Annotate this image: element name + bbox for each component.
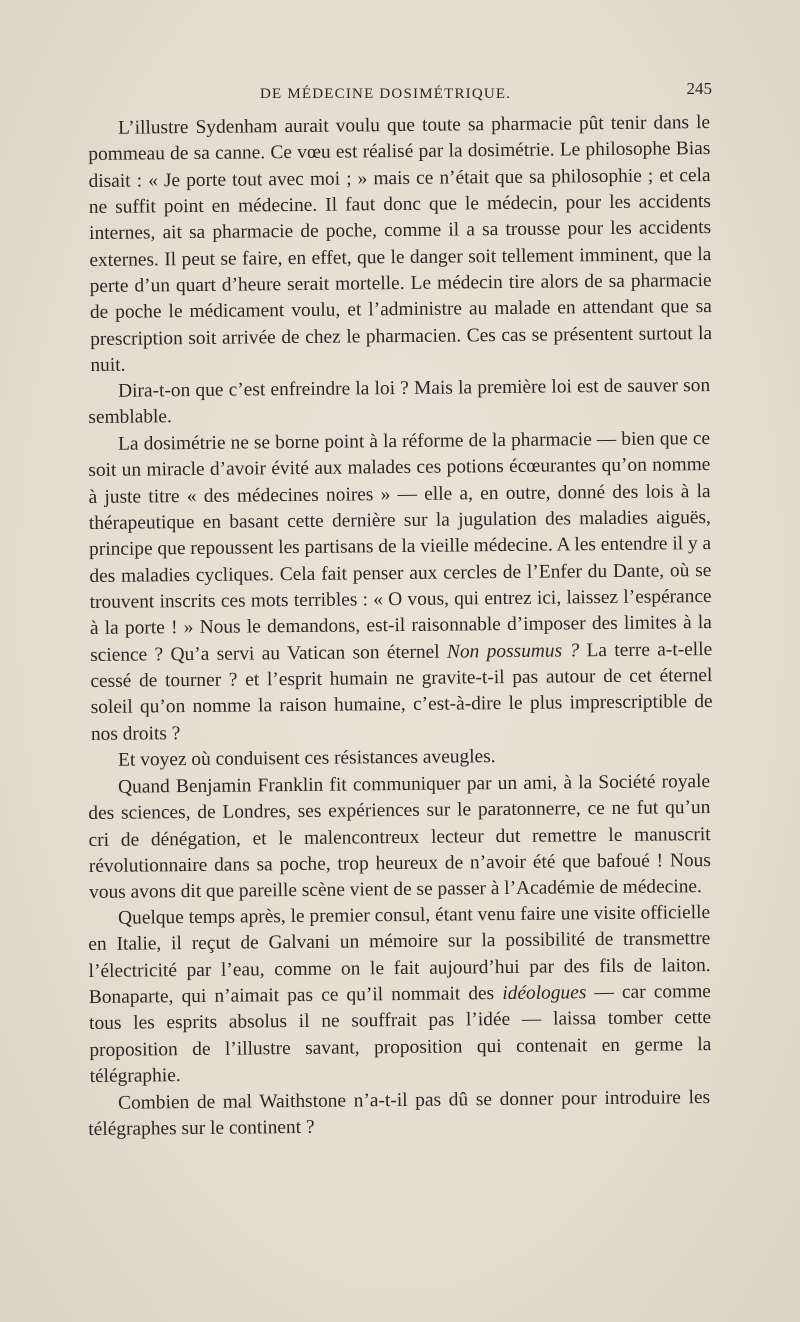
paragraph-galvani-tail: — car comme tous les esprits absolus il ne souffrait pas l’idée — laissa tomber cette proposition de l’illustre savant, proposition qui contenait en germe la télégraphie. (89, 981, 712, 1088)
italic-non-possumus: Non possumus ? (446, 640, 580, 663)
running-head (90, 79, 712, 110)
italic-ideologues: idéologues (502, 982, 587, 1005)
running-title: DE MÉDECINE DOSIMÉTRIQUE. (260, 86, 512, 102)
paragraph-dosimetrie-tail: La terre a-t-elle cessé de tourner ? et l’esprit humain ne gravite-t-il pas autour de cet éternel soleil qu’on nomme la raison humaine, c’est-à-dire le plus imprescriptible de nos droits ? (90, 638, 713, 745)
paragraph-sydenham: L’illustre Sydenham aurait voulu que toute sa pharmacie pût tenir dans le pommeau de sa canne. Ce vœu est réalisé par la dosimétrie. Le philosophe Bias disait : « Je porte tout avec moi ; » mais ce n’était que sa philosophie ; et cela ne suffit point en médecine. Il faut donc que le médecin, pour les accidents internes, ait sa pharmacie de poche, comme il a sa trousse pour les accidents externes. Il peut se faire, en effet, que le danger soit tellement imminent, que la perte d’un quart d’heure serait mortelle. Le médecin tire alors de sa pharmacie de poche le médicament voulu, et l’administre au malade en attendant que sa prescription soit arrivée de chez le pharmacien. Ces cas se présentent surtout la nuit. (88, 112, 713, 377)
paragraph-galvani (88, 900, 712, 1090)
paragraph-franklin: Quand Benjamin Franklin fit communiquer par un ami, à la Société royale des sciences, de Londres, ses expériences sur le paratonnerre, ce ne fut qu’un cri de dénégation, et le malencontreux lecteur dut remettre le manuscrit révolutionnaire dans sa poche, trop heureux de n’avoir été que bafoué ! Nous vous avons dit que pareille scène vient de se passer à l’Académie de médecine. (88, 770, 711, 903)
page-number: 245 (686, 79, 712, 98)
paragraph-waithstone: Combien de mal Waithstone n’a-t-il pas dû se donner pour introduire les télégraphes sur le continent ? (88, 1086, 711, 1141)
paragraph-galvani-text: Quelque temps après, le premier consul, étant venu faire une visite officielle en Italie, il reçut de Galvani un mémoire sur la possibilité de transmettre l’électricité par l’eau, comme on le fait aujourd’hui par des fils de laiton. Bonaparte, qui n’aimait pas ce qu’il nommait des (88, 902, 711, 1009)
text-body (88, 112, 713, 1143)
paragraph-resistances: Et voyez où conduisent ces résistances aveugles. (118, 746, 496, 771)
paragraph-dosimetrie (88, 426, 713, 748)
paragraph-dosimetrie-text: La dosimétrie ne se borne point à la réforme de la pharmacie — bien que ce soit un miracle d’avoir évité aux malades ces potions écœurantes qu’on nomme à juste titre « des médecines noires » — elle a, en outre, donné des lois à la thérapeutique en basant cette dernière sur la jugulation des maladies aiguës, principe que repoussent les partisans de la vieille médecine. A les entendre il y a des maladies cycliques. Cela fait penser aux cercles de l’Enfer du Dante, où se trouvent inscrits ces mots terribles : « O vous, qui entrez ici, laissez l’espérance à la porte ! » Nous le demandons, est-il raisonnable d’imposer des limites à la science ? Qu’a servi au Vatican son éternel (88, 428, 712, 666)
paragraph-dira-t-on: Dira-t-on que c’est enfreindre la loi ? Mais la première loi est de sauver son semblable. (88, 375, 711, 429)
